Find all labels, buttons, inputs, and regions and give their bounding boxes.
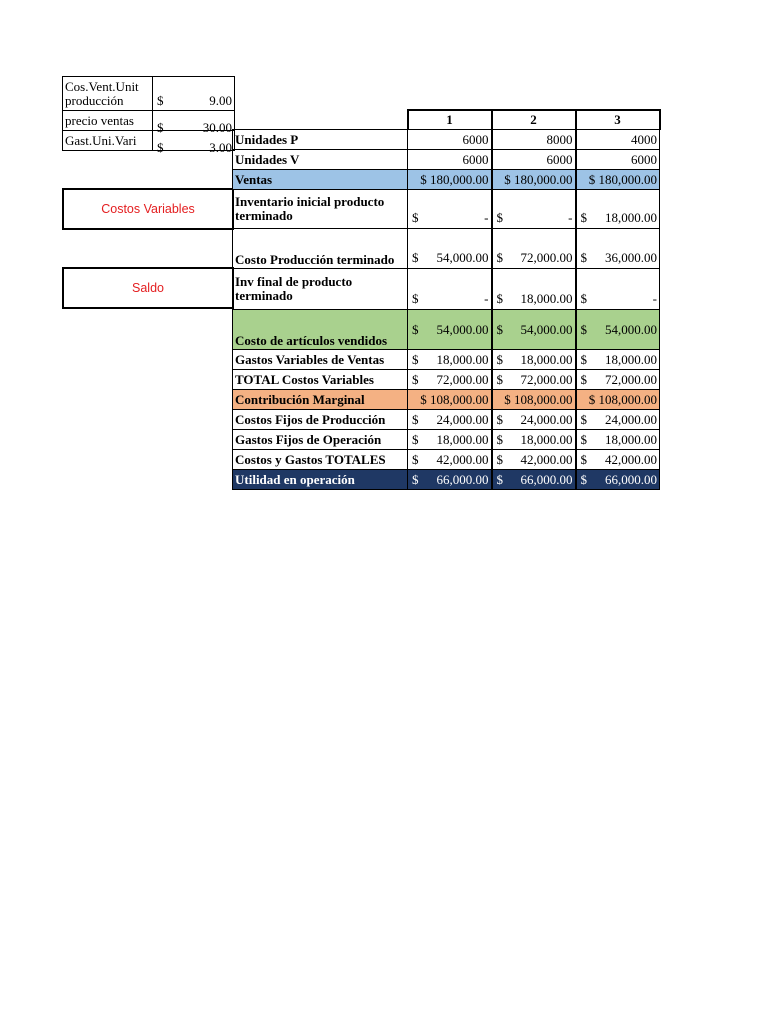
param-value: 30.00 [202, 119, 232, 135]
value-cell[interactable] [576, 170, 660, 190]
value-cell[interactable] [576, 150, 660, 170]
value-cell[interactable] [408, 269, 492, 310]
cell-value: $ 108,000.00 [504, 391, 573, 407]
cell-value: 66,000.00 [605, 471, 657, 487]
cell-value: 8000 [546, 131, 573, 147]
value-cell[interactable] [576, 310, 660, 350]
row-label[interactable]: Costos y Gastos TOTALES [233, 450, 408, 470]
value-cell[interactable] [408, 390, 492, 410]
value-cell[interactable] [492, 310, 576, 350]
row-gastos-variables-ventas [233, 350, 660, 370]
value-cell[interactable] [408, 350, 492, 370]
currency-symbol: $ [496, 411, 503, 427]
value-cell[interactable] [492, 170, 576, 190]
header-row [233, 110, 660, 130]
currency-symbol: $ [580, 321, 587, 337]
currency-symbol: $ [496, 351, 503, 367]
currency-symbol: $ [412, 451, 419, 467]
cell-value: $ 180,000.00 [504, 171, 573, 187]
param-value: 3.00 [209, 139, 232, 155]
row-label[interactable]: Contribución Marginal [233, 390, 408, 410]
saldo-box[interactable] [62, 267, 234, 309]
value-cell[interactable] [408, 430, 492, 450]
income-statement-table [232, 109, 661, 490]
cell-value: 24,000.00 [436, 411, 489, 427]
value-cell[interactable] [576, 450, 660, 470]
currency-symbol: $ [496, 250, 503, 265]
row-label[interactable]: Ventas [233, 170, 408, 190]
currency-symbol: $ [412, 471, 419, 487]
value-cell[interactable] [408, 229, 492, 269]
currency-symbol: $ [496, 210, 503, 225]
value-cell[interactable] [408, 310, 492, 350]
cell-value: 18,000.00 [605, 210, 657, 225]
cell-value: 54,000.00 [436, 321, 489, 337]
value-cell[interactable] [492, 150, 576, 170]
row-contribucion-marginal [233, 390, 660, 410]
currency-symbol: $ [157, 119, 164, 135]
value-cell[interactable] [492, 470, 576, 490]
cell-value: $ 180,000.00 [588, 171, 657, 187]
value-cell[interactable] [492, 190, 576, 229]
currency-symbol: $ [496, 291, 503, 306]
currency-symbol: $ [412, 431, 419, 447]
param-value-cell[interactable] [153, 77, 235, 111]
value-cell[interactable] [576, 130, 660, 150]
currency-symbol: $ [580, 351, 587, 367]
row-utilidad-operacion [233, 470, 660, 490]
currency-symbol: $ [496, 451, 503, 467]
value-cell[interactable] [576, 410, 660, 430]
currency-symbol: $ [496, 321, 503, 337]
costos-variables-box[interactable] [62, 188, 234, 230]
param-label[interactable]: Cos.Vent.Unit producción [63, 77, 153, 111]
param-label[interactable]: Gast.Uni.Vari [63, 131, 153, 151]
param-label[interactable]: precio ventas [63, 111, 153, 131]
cell-value: 18,000.00 [605, 351, 657, 367]
value-cell[interactable] [492, 350, 576, 370]
value-cell[interactable] [408, 150, 492, 170]
value-cell[interactable] [492, 130, 576, 150]
row-label[interactable]: TOTAL Costos Variables [233, 370, 408, 390]
currency-symbol: $ [496, 371, 503, 387]
value-cell[interactable] [576, 370, 660, 390]
costos-variables-label: Costos Variables [101, 202, 195, 216]
row-label[interactable]: Gastos Variables de Ventas [233, 350, 408, 370]
currency-symbol: $ [412, 210, 419, 225]
cell-value: 72,000.00 [436, 371, 489, 387]
row-label[interactable]: Utilidad en operación [233, 470, 408, 490]
cell-value: 72,000.00 [605, 371, 657, 387]
value-cell[interactable] [576, 390, 660, 410]
row-label[interactable]: Costos Fijos de Producción [233, 410, 408, 430]
cell-value: 54,000.00 [436, 250, 489, 265]
value-cell[interactable] [576, 190, 660, 229]
cell-value: - [484, 210, 489, 225]
cell-value: - [568, 210, 573, 225]
row-total-costos-variables [233, 370, 660, 390]
param-row [63, 131, 235, 151]
param-value: 9.00 [209, 92, 232, 108]
row-costos-fijos-produccion [233, 410, 660, 430]
row-inventario-inicial [233, 190, 660, 229]
value-cell[interactable] [408, 450, 492, 470]
param-row [63, 77, 235, 111]
currency-symbol: $ [412, 351, 419, 367]
param-value-cell[interactable] [153, 131, 235, 155]
currency-symbol: $ [412, 291, 419, 306]
cell-value: - [484, 291, 489, 306]
cell-value: 6000 [631, 151, 657, 167]
currency-symbol: $ [157, 139, 164, 155]
value-cell[interactable] [576, 470, 660, 490]
currency-symbol: $ [157, 92, 164, 108]
column-header-3[interactable]: 3 [576, 110, 660, 130]
cell-value: 18,000.00 [436, 351, 489, 367]
cell-value: 36,000.00 [605, 250, 657, 265]
value-cell[interactable] [408, 410, 492, 430]
cell-value: 42,000.00 [605, 451, 657, 467]
param-value-cell[interactable] [153, 111, 235, 135]
cell-value: 66,000.00 [520, 471, 573, 487]
value-cell[interactable] [408, 370, 492, 390]
value-cell[interactable] [408, 190, 492, 229]
saldo-label: Saldo [132, 281, 164, 295]
currency-symbol: $ [496, 471, 503, 487]
cell-value: 42,000.00 [436, 451, 489, 467]
value-cell[interactable] [408, 170, 492, 190]
cell-value: - [652, 291, 657, 306]
value-cell[interactable] [492, 229, 576, 269]
value-cell[interactable] [492, 430, 576, 450]
row-label[interactable]: Inventario inicial producto terminado [233, 190, 408, 229]
currency-symbol: $ [412, 250, 419, 265]
row-gastos-fijos-operacion [233, 430, 660, 450]
cell-value: 54,000.00 [520, 321, 573, 337]
cell-value: 54,000.00 [605, 321, 657, 337]
cell-value: 18,000.00 [520, 431, 573, 447]
row-label[interactable]: Unidades V [233, 150, 408, 170]
column-header-2[interactable]: 2 [492, 110, 576, 130]
value-cell[interactable] [576, 269, 660, 310]
currency-symbol: $ [580, 250, 587, 265]
cell-value: 18,000.00 [520, 291, 573, 306]
row-label[interactable]: Inv final de producto terminado [233, 269, 408, 310]
cell-value: 6000 [546, 151, 573, 167]
cell-value: 66,000.00 [436, 471, 489, 487]
value-cell[interactable] [576, 350, 660, 370]
currency-symbol: $ [496, 431, 503, 447]
currency-symbol: $ [580, 411, 587, 427]
currency-symbol: $ [580, 210, 587, 225]
currency-symbol: $ [580, 471, 587, 487]
row-label[interactable]: Unidades P [233, 130, 408, 150]
row-costos-gastos-totales [233, 450, 660, 470]
value-cell[interactable] [408, 130, 492, 150]
cell-value: 6000 [462, 131, 489, 147]
cell-value: 72,000.00 [520, 371, 573, 387]
row-costo-articulos-vendidos [233, 310, 660, 350]
value-cell[interactable] [492, 410, 576, 430]
currency-symbol: $ [580, 431, 587, 447]
cell-value: $ 108,000.00 [588, 391, 657, 407]
cell-value: 24,000.00 [605, 411, 657, 427]
currency-symbol: $ [412, 371, 419, 387]
cell-value: 6000 [462, 151, 489, 167]
parameters-table [62, 76, 235, 155]
cell-value: $ 180,000.00 [420, 171, 489, 187]
value-cell[interactable] [408, 470, 492, 490]
value-cell[interactable] [576, 430, 660, 450]
value-cell[interactable] [576, 229, 660, 269]
row-label[interactable]: Costo Producción terminado [233, 229, 408, 269]
row-label[interactable]: Gastos Fijos de Operación [233, 430, 408, 450]
column-header-1[interactable]: 1 [408, 110, 492, 130]
value-cell[interactable] [492, 390, 576, 410]
value-cell[interactable] [492, 370, 576, 390]
row-unidades-v [233, 150, 660, 170]
currency-symbol: $ [412, 411, 419, 427]
param-row [63, 111, 235, 131]
cell-value: $ 108,000.00 [420, 391, 489, 407]
row-label[interactable]: Costo de artículos vendidos [233, 310, 408, 350]
currency-symbol: $ [580, 371, 587, 387]
value-cell[interactable] [492, 269, 576, 310]
cell-value: 24,000.00 [520, 411, 573, 427]
currency-symbol: $ [580, 291, 587, 306]
value-cell[interactable] [492, 450, 576, 470]
cell-value: 42,000.00 [520, 451, 573, 467]
cell-value: 18,000.00 [436, 431, 489, 447]
row-ventas [233, 170, 660, 190]
cell-value: 18,000.00 [605, 431, 657, 447]
row-unidades-p [233, 130, 660, 150]
header-blank-cell [233, 110, 408, 130]
cell-value: 18,000.00 [520, 351, 573, 367]
currency-symbol: $ [580, 451, 587, 467]
row-costo-produccion [233, 229, 660, 269]
cell-value: 72,000.00 [520, 250, 573, 265]
row-inv-final [233, 269, 660, 310]
cell-value: 4000 [631, 131, 657, 147]
currency-symbol: $ [412, 321, 419, 337]
